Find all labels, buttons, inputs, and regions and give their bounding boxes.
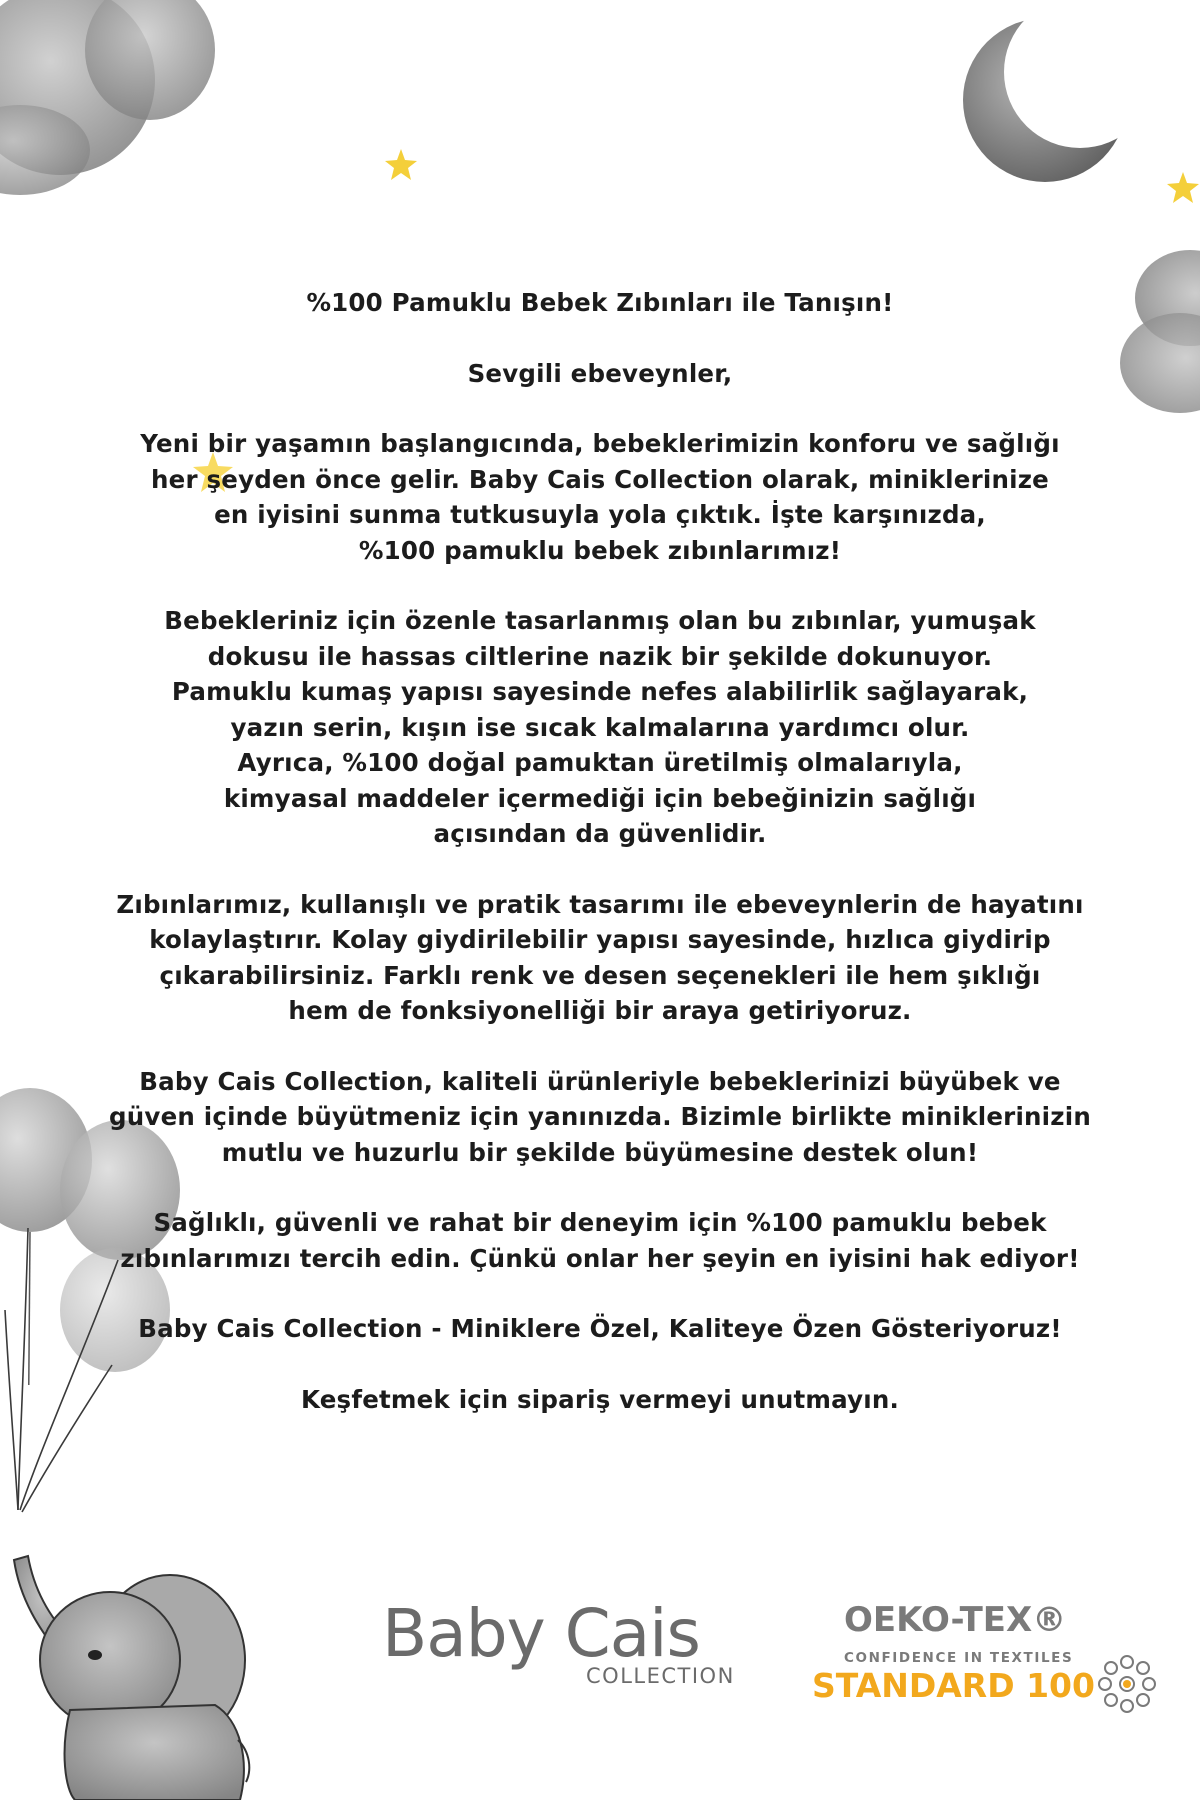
brand-logo bbox=[382, 1594, 762, 1704]
brand-name: Baby Cais bbox=[382, 1595, 700, 1672]
star-icon bbox=[384, 148, 418, 182]
oeko-tex-badge bbox=[810, 1600, 1170, 1710]
star-icon bbox=[1166, 170, 1200, 206]
letter-heading: %100 Pamuklu Bebek Zıbınları ile Tanışın! bbox=[306, 288, 894, 317]
letter-body bbox=[30, 285, 1170, 1417]
letter-tagline: Baby Cais Collection - Miniklere Özel, Kaliteye Özen Gösteriyoruz! bbox=[138, 1314, 1062, 1343]
letter-paragraph-4: Baby Cais Collection, kaliteli ürünleriyle bebeklerinizi büyübek ve güven içinde büyütmeniz için yanınızda. Bizimle birlikte miniklerinizin mutlu ve huzurlu bir şekilde büyümesine destek olun! bbox=[109, 1066, 1091, 1167]
oeko-tex-standard: STANDARD 100 bbox=[812, 1666, 1095, 1705]
oeko-tex-tagline: CONFIDENCE IN TEXTILES bbox=[844, 1650, 1074, 1666]
letter-greeting: Sevgili ebeveynler, bbox=[467, 358, 733, 388]
elephant-icon bbox=[0, 1490, 300, 1800]
cloud-icon bbox=[0, 0, 220, 200]
letter-paragraph-5: Sağlıklı, güvenli ve rahat bir deneyim için %100 pamuklu bebek zıbınlarımızı tercih edin. Çünkü onlar her şeyin en iyisini hak ediyor! bbox=[120, 1208, 1080, 1273]
letter-closing: Keşfetmek için sipariş vermeyi unutmayın. bbox=[300, 1384, 900, 1414]
letter-paragraph-3: Zıbınlarımız, kullanışlı ve pratik tasarımı ile ebeveynlerin de hayatını kolaylaştırır. Kolay giydirilebilir yapısı sayesinde, hızlıca giydirip çıkarabilirsiniz. Farklı renk ve desen seçenekleri ile hem şıklığı hem de fonksiyonelliği bir araya getiriyoruz. bbox=[116, 889, 1084, 1025]
moon-icon bbox=[950, 10, 1150, 200]
oeko-tex-title: OEKO-TEX® bbox=[844, 1600, 1067, 1640]
brand-subtitle: COLLECTION bbox=[586, 1664, 735, 1688]
letter-paragraph-1: Yeni bir yaşamın başlangıcında, bebeklerimizin konforu ve sağlığı her şeyden önce gelir. Baby Cais Collection olarak, miniklerinize en iyisini sunma tutkusuyla yola çıktık. İşte karşınızda, %100 pamuklu bebek zıbınlarımız! bbox=[140, 429, 1060, 565]
letter-paragraph-2: Bebekleriniz için özenle tasarlanmış olan bu zıbınlar, yumuşak dokusu ile hassas ciltlerine nazik bir şekilde dokunuyor. Pamuklu kumaş yapısı sayesinde nefes alabilirlik sağlayarak, yazın serin, kışın ise sıcak kalmalarına yardımcı olur. Ayrıca, %100 doğal pamuktan üretilmiş olmalarıyla, kimyasal maddeler içermediği için bebeğinizin sağlığı açısından da güvenlidir. bbox=[164, 606, 1036, 848]
oeko-flower-icon bbox=[1093, 1650, 1161, 1718]
